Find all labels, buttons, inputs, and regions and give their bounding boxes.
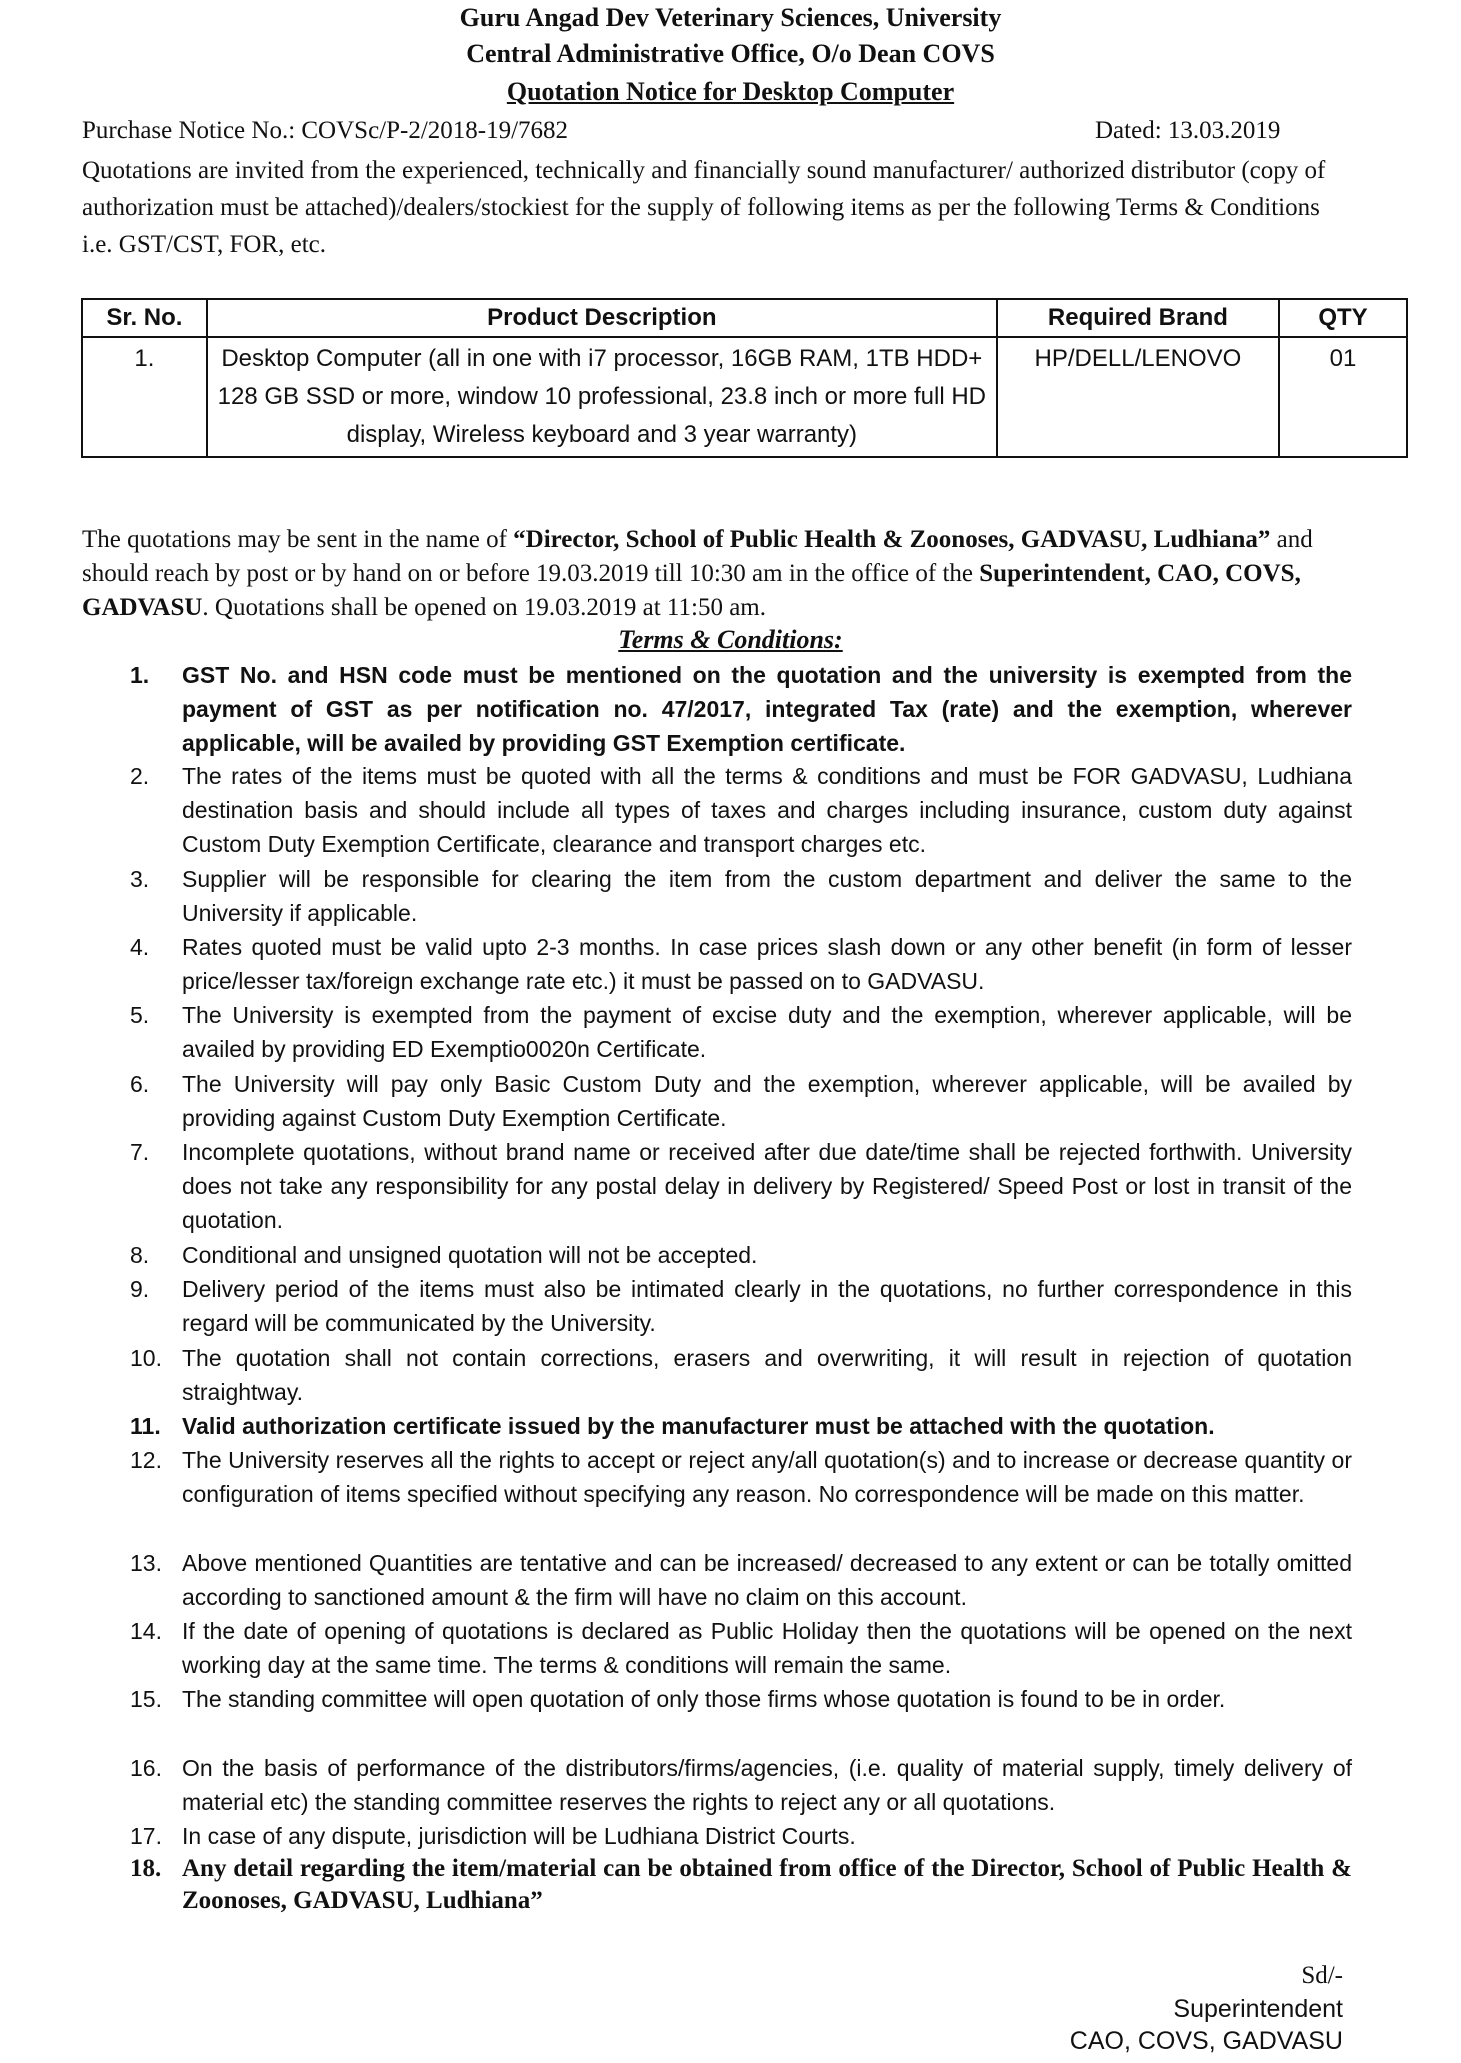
- term-text: The University reserves all the rights to accept or reject any/all quotation(s) and to increase or decrease quantity or configuration of items specified without specifying any reason. No correspondence will be made on this matter.: [182, 1447, 1352, 1507]
- signature-mark: Sd/-: [1301, 1962, 1343, 1989]
- term-number: 2.: [130, 763, 150, 789]
- intro-paragraph: Quotations are invited from the experienced, technically and financially sound manufacturer/ authorized distributor (copy of authorization must be attached)/dealers/stockiest for the supply of following items as per the following Terms & Conditions i.e. GST/CST, FOR, etc.: [82, 157, 1326, 258]
- term-text: Any detail regarding the item/material can be obtained from office of the Director, School of Public Health & Zoonoses, GADVASU, Ludhiana”: [182, 1855, 1352, 1914]
- term-text: Above mentioned Quantities are tentative and can be increased/ decreased to any extent or can be totally omitted according to sanctioned amount & the firm will have no claim on this account.: [182, 1550, 1352, 1610]
- addressee: “Director, School of Public Health & Zoonoses, GADVASU, Ludhiana”: [513, 526, 1271, 553]
- term-number: 8.: [130, 1242, 150, 1268]
- university-name: Guru Angad Dev Veterinary Sciences, University: [459, 3, 1002, 32]
- term-text: The rates of the items must be quoted with all the terms & conditions and must be FOR GADVASU, Ludhiana destination basis and should include all types of taxes and charges including insurance, custom duty against Custom Duty Exemption Certificate, clearance and transport charges etc.: [182, 763, 1352, 857]
- term-number: 16.: [130, 1755, 162, 1781]
- submission-text-3: . Quotations shall be opened on 19.03.2019 at 11:50 am.: [202, 594, 766, 621]
- term-text: Conditional and unsigned quotation will not be accepted.: [182, 1242, 758, 1268]
- term-text: In case of any dispute, jurisdiction will be Ludhiana District Courts.: [182, 1823, 856, 1849]
- term-number: 1.: [130, 662, 150, 688]
- term-number: 4.: [130, 934, 150, 960]
- term-number: 12.: [130, 1447, 162, 1473]
- term-number: 11.: [130, 1413, 161, 1439]
- submission-text-1: The quotations may be sent in the name of: [82, 526, 514, 553]
- term-text: Valid authorization certificate issued by the manufacturer must be attached with the quotation.: [182, 1413, 1215, 1439]
- term-number: 7.: [130, 1139, 150, 1165]
- term-number: 3.: [130, 866, 150, 892]
- office-name: Central Administrative Office, O/o Dean COVS: [466, 39, 995, 68]
- term-number: 6.: [130, 1071, 150, 1097]
- notice-date: Dated: 13.03.2019: [1095, 117, 1281, 144]
- term-number: 17.: [130, 1823, 162, 1849]
- header-required-brand: Required Brand: [997, 299, 1279, 337]
- term-text: The University is exempted from the payment of excise duty and the exemption, wherever applicable, will be availed by providing ED Exemptio0020n Certificate.: [182, 1002, 1352, 1062]
- submission-office: Superintendent, CAO, COVS, GADVASU: [82, 560, 1301, 621]
- header-sr-no: Sr. No.: [82, 299, 207, 337]
- signatory-title: Superintendent: [1173, 1995, 1343, 2023]
- term-number: 14.: [130, 1618, 162, 1644]
- term-text: The quotation shall not contain corrections, erasers and overwriting, it will result in rejection of quotation straightway.: [182, 1345, 1352, 1405]
- term-text: If the date of opening of quotations is declared as Public Holiday then the quotations will be opened on the next working day at the same time. The terms & conditions will remain the same.: [182, 1618, 1352, 1678]
- purchase-notice-number: Purchase Notice No.: COVSc/P-2/2018-19/7682: [82, 117, 569, 144]
- submission-text-2: and should reach by post or by hand on or before 19.03.2019 till 10:30 am in the office of the: [82, 526, 1313, 587]
- term-text: Rates quoted must be valid upto 2-3 months. In case prices slash down or any other benefit (in form of lesser price/lesser tax/foreign exchange rate etc.) it must be passed on to GADVASU.: [182, 934, 1352, 994]
- cell-qty: 01: [1279, 337, 1407, 457]
- term-text: The standing committee will open quotation of only those firms whose quotation is found to be in order.: [182, 1686, 1226, 1712]
- terms-heading: Terms & Conditions:: [618, 625, 843, 654]
- term-text: Delivery period of the items must also be intimated clearly in the quotations, no further correspondence in this regard will be communicated by the University.: [182, 1276, 1352, 1336]
- term-text: The University will pay only Basic Custom Duty and the exemption, wherever applicable, will be availed by providing against Custom Duty Exemption Certificate.: [182, 1071, 1352, 1131]
- notice-title: Quotation Notice for Desktop Computer: [506, 77, 955, 106]
- term-text: On the basis of performance of the distributors/firms/agencies, (i.e. quality of material supply, timely delivery of material etc) the standing committee reserves the rights to reject any or all quotations.: [182, 1755, 1352, 1815]
- term-number: 5.: [130, 1002, 150, 1028]
- cell-description: Desktop Computer (all in one with i7 processor, 16GB RAM, 1TB HDD+ 128 GB SSD or more, window 10 professional, 23.8 inch or more full HD display, Wireless keyboard and 3 year warranty): [207, 337, 997, 457]
- term-text: GST No. and HSN code must be mentioned on the quotation and the university is exempted from the payment of GST as per notification no. 47/2017, integrated Tax (rate) and the exemption, wherever applicable, will be availed by providing GST Exemption certificate.: [182, 662, 1352, 756]
- header-product-description: Product Description: [207, 299, 997, 337]
- signatory-office: CAO, COVS, GADVASU: [1069, 2027, 1343, 2055]
- cell-brand: HP/DELL/LENOVO: [997, 337, 1279, 457]
- term-number: 15.: [130, 1686, 162, 1712]
- term-number: 18.: [130, 1855, 162, 1882]
- header-qty: QTY: [1279, 299, 1407, 337]
- term-number: 10.: [130, 1345, 162, 1371]
- term-number: 9.: [130, 1276, 150, 1302]
- term-number: 13.: [130, 1550, 162, 1576]
- term-text: Incomplete quotations, without brand name or received after due date/time shall be rejected forthwith. University does not take any responsibility for any postal delay in delivery by Registered/ Speed Post or lost in transit of the quotation.: [182, 1139, 1352, 1233]
- cell-sr-no: 1.: [82, 337, 207, 457]
- term-text: Supplier will be responsible for clearing the item from the custom department and deliver the same to the University if applicable.: [182, 866, 1352, 926]
